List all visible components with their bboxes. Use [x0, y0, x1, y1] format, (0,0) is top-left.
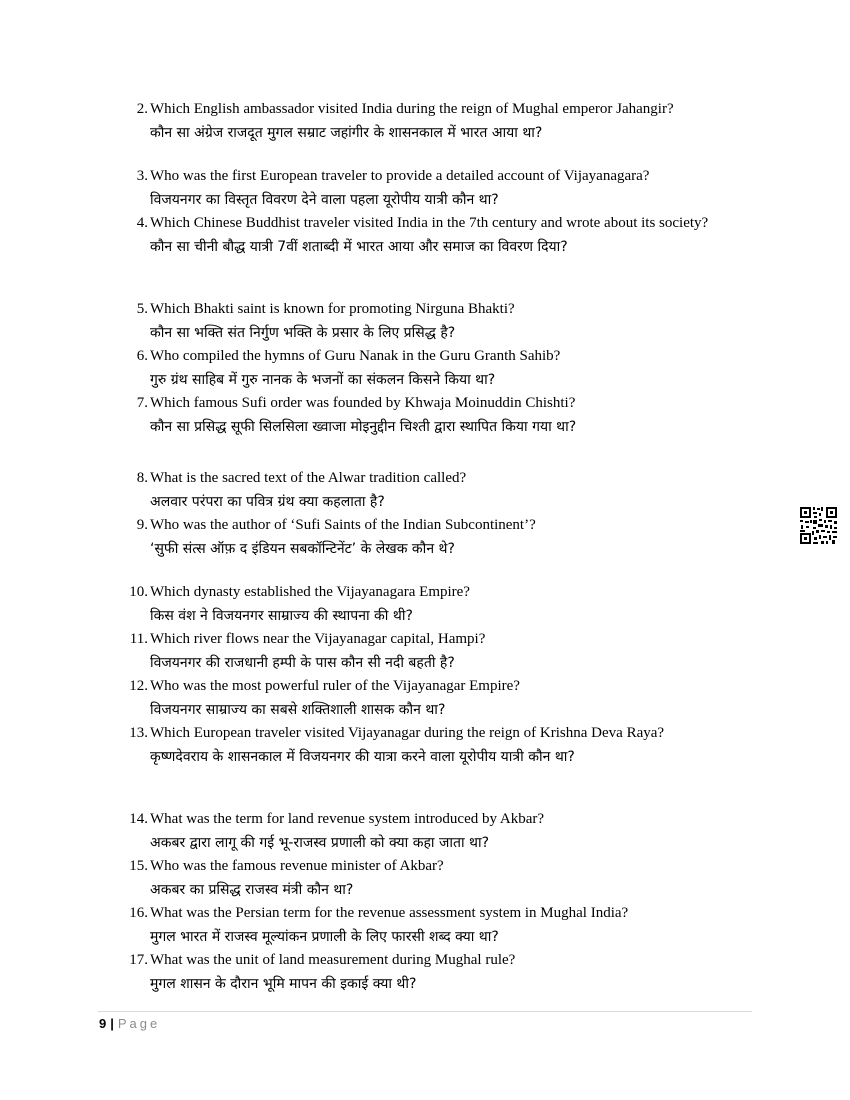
question-english: Which dynasty established the Vijayanagara Empire? [150, 584, 470, 600]
question-hindi: विजयनगर साम्राज्य का सबसे शक्तिशाली शासक कौन था? [150, 702, 446, 718]
question-english: Which Chinese Buddhist traveler visited India in the 7th century and wrote about its society? [150, 215, 709, 231]
question-item [124, 300, 754, 346]
question-number: 6. [136, 348, 148, 364]
question-english: What was the unit of land measurement during Mughal rule? [150, 952, 516, 968]
question-hindi: कौन सा चीनी बौद्ध यात्री 7वीं शताब्दी में भारत आया और समाज का विवरण दिया? [150, 239, 568, 255]
page-footer [99, 1016, 160, 1032]
question-hindi: कृष्णदेवराय के शासनकाल में विजयनगर की यात्रा करने वाला यूरोपीय यात्री कौन था? [150, 749, 575, 765]
question-item [124, 516, 754, 562]
question-item [124, 810, 754, 856]
question-english: What is the sacred text of the Alwar tradition called? [150, 470, 467, 486]
question-hindi: मुगल शासन के दौरान भूमि मापन की इकाई क्या थी? [150, 976, 417, 992]
question-english: What was the term for land revenue system introduced by Akbar? [150, 811, 545, 827]
question-english: Which English ambassador visited India during the reign of Mughal emperor Jahangir? [150, 101, 674, 117]
question-number: 5. [136, 301, 148, 317]
question-number: 10. [129, 584, 148, 600]
page-number: 9 [99, 1016, 107, 1031]
question-number: 16. [129, 905, 148, 921]
question-item [124, 677, 754, 723]
question-hindi: कौन सा भक्ति संत निर्गुण भक्ति के प्रसार के लिए प्रसिद्ध है? [150, 325, 456, 341]
footer-divider [98, 1011, 752, 1012]
question-item [124, 857, 754, 903]
question-english: What was the Persian term for the revenue assessment system in Mughal India? [150, 905, 629, 921]
page-label: Page [117, 1016, 161, 1031]
question-number: 12. [129, 678, 148, 694]
question-number: 17. [129, 952, 148, 968]
question-item [124, 469, 754, 515]
question-english: Who was the author of ‘Sufi Saints of the Indian Subcontinent’? [150, 517, 536, 533]
question-item [124, 904, 754, 950]
question-number: 9. [136, 517, 148, 533]
question-hindi: गुरु ग्रंथ साहिब में गुरु नानक के भजनों का संकलन किसने किया था? [150, 372, 496, 388]
question-hindi: कौन सा प्रसिद्ध सूफी सिलसिला ख्वाजा मोइनुद्दीन चिश्ती द्वारा स्थापित किया गया था? [150, 419, 577, 435]
qr-code-icon [799, 506, 838, 545]
question-number: 14. [129, 811, 148, 827]
question-hindi: किस वंश ने विजयनगर साम्राज्य की स्थापना की थी? [150, 608, 413, 624]
question-item [124, 214, 754, 260]
question-number: 11. [129, 631, 148, 647]
question-item [124, 167, 754, 213]
question-english: Who was the most powerful ruler of the Vijayanagar Empire? [150, 678, 520, 694]
question-number: 15. [129, 858, 148, 874]
question-hindi: ‘सुफी संत्स ऑफ़ द इंडियन सबकॉन्टिनेंट’ के लेखक कौन थे? [150, 541, 455, 557]
question-number: 2. [136, 101, 148, 117]
question-number: 7. [136, 395, 148, 411]
question-item [124, 951, 754, 997]
question-item [124, 100, 754, 146]
footer-separator: | [110, 1016, 114, 1031]
question-hindi: विजयनगर की राजधानी हम्पी के पास कौन सी नदी बहती है? [150, 655, 455, 671]
question-hindi: विजयनगर का विस्तृत विवरण देने वाला पहला यूरोपीय यात्री कौन था? [150, 192, 499, 208]
question-english: Which Bhakti saint is known for promoting Nirguna Bhakti? [150, 301, 515, 317]
question-hindi: अकबर का प्रसिद्ध राजस्व मंत्री कौन था? [150, 882, 354, 898]
question-item [124, 394, 754, 440]
question-english: Which European traveler visited Vijayanagar during the reign of Krishna Deva Raya? [150, 725, 665, 741]
question-hindi: अलवार परंपरा का पवित्र ग्रंथ क्या कहलाता है? [150, 494, 385, 510]
question-item [124, 724, 754, 770]
question-hindi: कौन सा अंग्रेज राजदूत मुगल सम्राट जहांगीर के शासनकाल में भारत आया था? [150, 125, 543, 141]
question-number: 8. [136, 470, 148, 486]
question-hindi: मुगल भारत में राजस्व मूल्यांकन प्रणाली के लिए फारसी शब्द क्या था? [150, 929, 499, 945]
question-english: Who compiled the hymns of Guru Nanak in the Guru Granth Sahib? [150, 348, 561, 364]
question-english: Which river flows near the Vijayanagar capital, Hampi? [150, 631, 486, 647]
question-number: 4. [136, 215, 148, 231]
question-number: 13. [129, 725, 148, 741]
question-english: Who was the first European traveler to provide a detailed account of Vijayanagara? [150, 168, 650, 184]
question-hindi: अकबर द्वारा लागू की गई भू-राजस्व प्रणाली को क्या कहा जाता था? [150, 835, 490, 851]
question-english: Which famous Sufi order was founded by Khwaja Moinuddin Chishti? [150, 395, 576, 411]
question-item [124, 583, 754, 629]
question-english: Who was the famous revenue minister of Akbar? [150, 858, 444, 874]
question-item [124, 630, 754, 676]
question-item [124, 347, 754, 393]
question-number: 3. [136, 168, 148, 184]
